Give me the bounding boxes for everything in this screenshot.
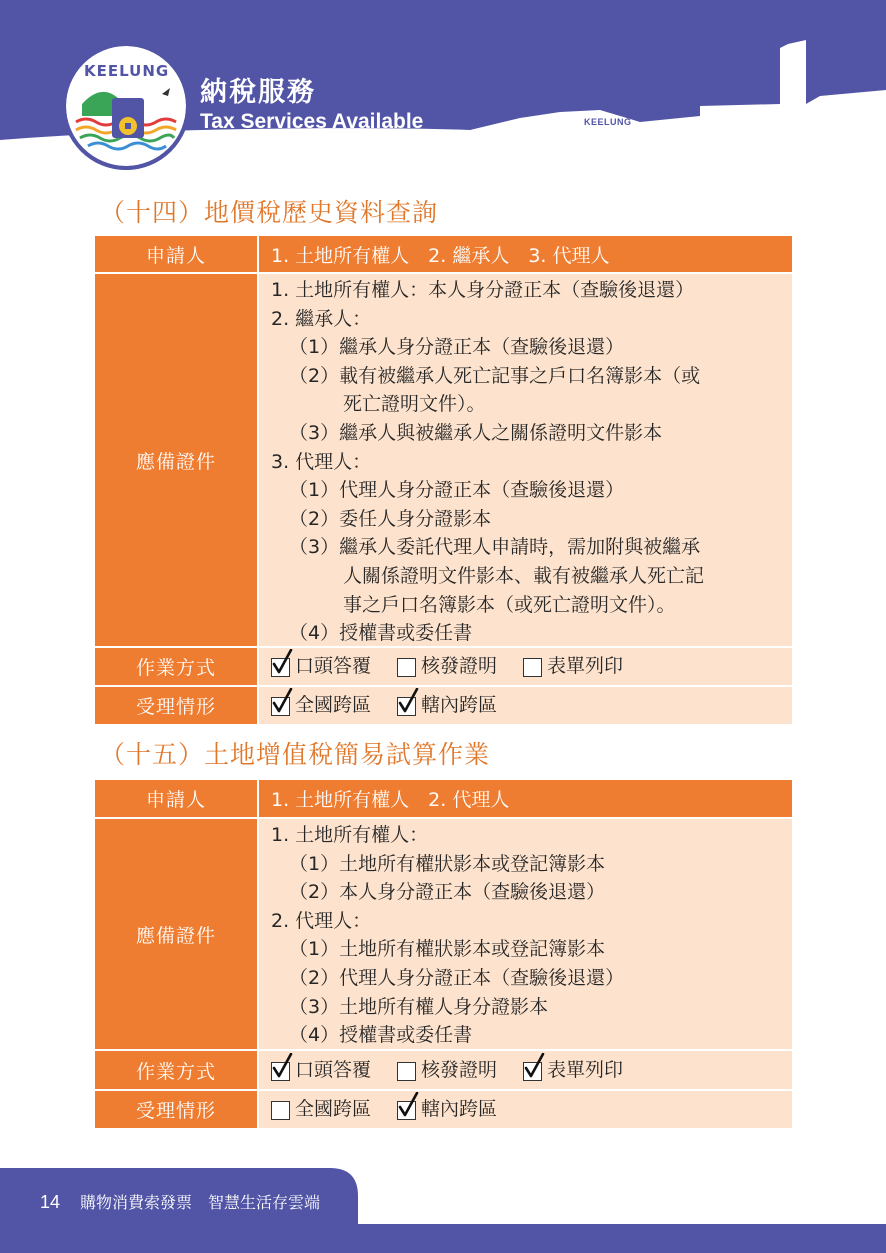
method-option-label: 核發證明 — [421, 1058, 498, 1081]
document-line: （2）本人身分證正本（查驗後退還） — [289, 881, 606, 904]
document-line: （2）載有被繼承人死亡記事之戶口名簿影本（或 — [289, 364, 701, 387]
documents-row — [95, 274, 792, 648]
document-line: （1）繼承人身分證正本（查驗後退還） — [289, 336, 625, 359]
scope-option[interactable] — [271, 1095, 371, 1124]
keelung-logo — [62, 42, 190, 170]
checked-checkbox-icon[interactable] — [271, 1062, 290, 1081]
page-number: 14 — [40, 1192, 61, 1212]
applicant-value: 1. 土地所有權人 2. 代理人 — [257, 780, 792, 817]
applicant-row — [95, 236, 792, 274]
method-option-label: 表單列印 — [547, 655, 624, 678]
method-option[interactable] — [523, 1056, 623, 1085]
scope-row — [95, 1091, 792, 1128]
document-line: （1）土地所有權狀影本或登記簿影本 — [289, 852, 606, 875]
footer — [40, 1190, 320, 1213]
method-option-label: 核發證明 — [421, 655, 498, 678]
method-option[interactable] — [397, 1056, 497, 1085]
checked-checkbox-icon[interactable] — [397, 697, 416, 716]
applicant-row — [95, 780, 792, 819]
document-line: 死亡證明文件）。 — [343, 393, 486, 416]
documents-list — [257, 274, 792, 646]
page-subtitle: Tax Services Available — [200, 110, 424, 133]
document-line: 1. 土地所有權人：本人身分證正本（查驗後退還） — [271, 279, 695, 301]
method-option-label: 口頭答覆 — [295, 655, 372, 678]
scope-row — [95, 687, 792, 724]
method-option[interactable] — [397, 652, 497, 681]
table-section-14 — [95, 236, 792, 724]
logo-text: KEELUNG — [84, 62, 170, 80]
method-option-label: 表單列印 — [547, 1058, 624, 1081]
page-title: 納稅服務 — [200, 77, 316, 108]
applicant-value: 1. 土地所有權人 2. 繼承人 3. 代理人 — [257, 236, 792, 272]
document-line: （3）繼承人與被繼承人之關係證明文件影本 — [289, 421, 663, 444]
method-option[interactable] — [271, 652, 371, 681]
document-line: （4）授權書或委任書 — [289, 1024, 473, 1047]
method-row — [95, 648, 792, 687]
checked-checkbox-icon[interactable] — [271, 658, 290, 677]
method-row — [95, 1051, 792, 1091]
scope-options — [257, 1091, 792, 1128]
section-title-14: （十四）地價稅歷史資料查詢 — [100, 198, 439, 227]
scope-label: 受理情形 — [95, 1091, 257, 1128]
checked-checkbox-icon[interactable] — [397, 1101, 416, 1120]
checkbox-icon[interactable] — [397, 658, 416, 677]
scope-option-label: 全國跨區 — [295, 694, 372, 717]
method-option-label: 口頭答覆 — [295, 1058, 372, 1081]
document-line: 事之戶口名簿影本（或死亡證明文件）。 — [343, 593, 676, 616]
checked-checkbox-icon[interactable] — [523, 1062, 542, 1081]
document-line: 2. 代理人： — [271, 909, 372, 932]
applicant-label: 申請人 — [95, 236, 257, 272]
scope-option-label: 轄內跨區 — [421, 1098, 498, 1121]
scope-option[interactable] — [397, 1095, 497, 1124]
checkbox-icon[interactable] — [271, 1101, 290, 1120]
section-title-15: （十五）土地增值稅簡易試算作業 — [100, 740, 491, 769]
scope-label: 受理情形 — [95, 687, 257, 724]
document-line: （3）土地所有權人身分證影本 — [289, 995, 549, 1018]
document-line: 3. 代理人： — [271, 450, 372, 473]
document-line: 1. 土地所有權人： — [271, 824, 429, 846]
documents-row — [95, 819, 792, 1051]
method-label: 作業方式 — [95, 1051, 257, 1089]
scope-option[interactable] — [397, 691, 497, 720]
document-line: （2）代理人身分證正本（查驗後退還） — [289, 966, 625, 989]
checked-checkbox-icon[interactable] — [271, 697, 290, 716]
scope-options — [257, 687, 792, 724]
method-option[interactable] — [271, 1056, 371, 1085]
skyline-label: KEELUNG — [584, 117, 632, 127]
scope-option[interactable] — [271, 691, 371, 720]
scope-option-label: 全國跨區 — [295, 1098, 372, 1121]
method-label: 作業方式 — [95, 648, 257, 685]
document-line: （3）繼承人委託代理人申請時，需加附與被繼承 — [289, 536, 701, 559]
applicant-label: 申請人 — [95, 780, 257, 817]
footer-slogan: 購物消費索發票 智慧生活存雲端 — [80, 1193, 321, 1212]
document-line: （4）授權書或委任書 — [289, 622, 473, 645]
documents-label: 應備證件 — [95, 819, 257, 1049]
method-option[interactable] — [523, 652, 623, 681]
checkbox-icon[interactable] — [397, 1062, 416, 1081]
document-line: 人關係證明文件影本、載有被繼承人死亡記 — [343, 564, 705, 587]
scope-option-label: 轄內跨區 — [421, 694, 498, 717]
document-line: （2）委任人身分證影本 — [289, 507, 492, 530]
method-options — [257, 1051, 792, 1089]
document-line: 2. 繼承人： — [271, 307, 372, 330]
table-section-15 — [95, 780, 792, 1128]
document-line: （1）代理人身分證正本（查驗後退還） — [289, 479, 625, 502]
document-line: （1）土地所有權狀影本或登記簿影本 — [289, 938, 606, 961]
checkbox-icon[interactable] — [523, 658, 542, 677]
method-options — [257, 648, 792, 685]
documents-label: 應備證件 — [95, 274, 257, 646]
documents-list — [257, 819, 792, 1049]
